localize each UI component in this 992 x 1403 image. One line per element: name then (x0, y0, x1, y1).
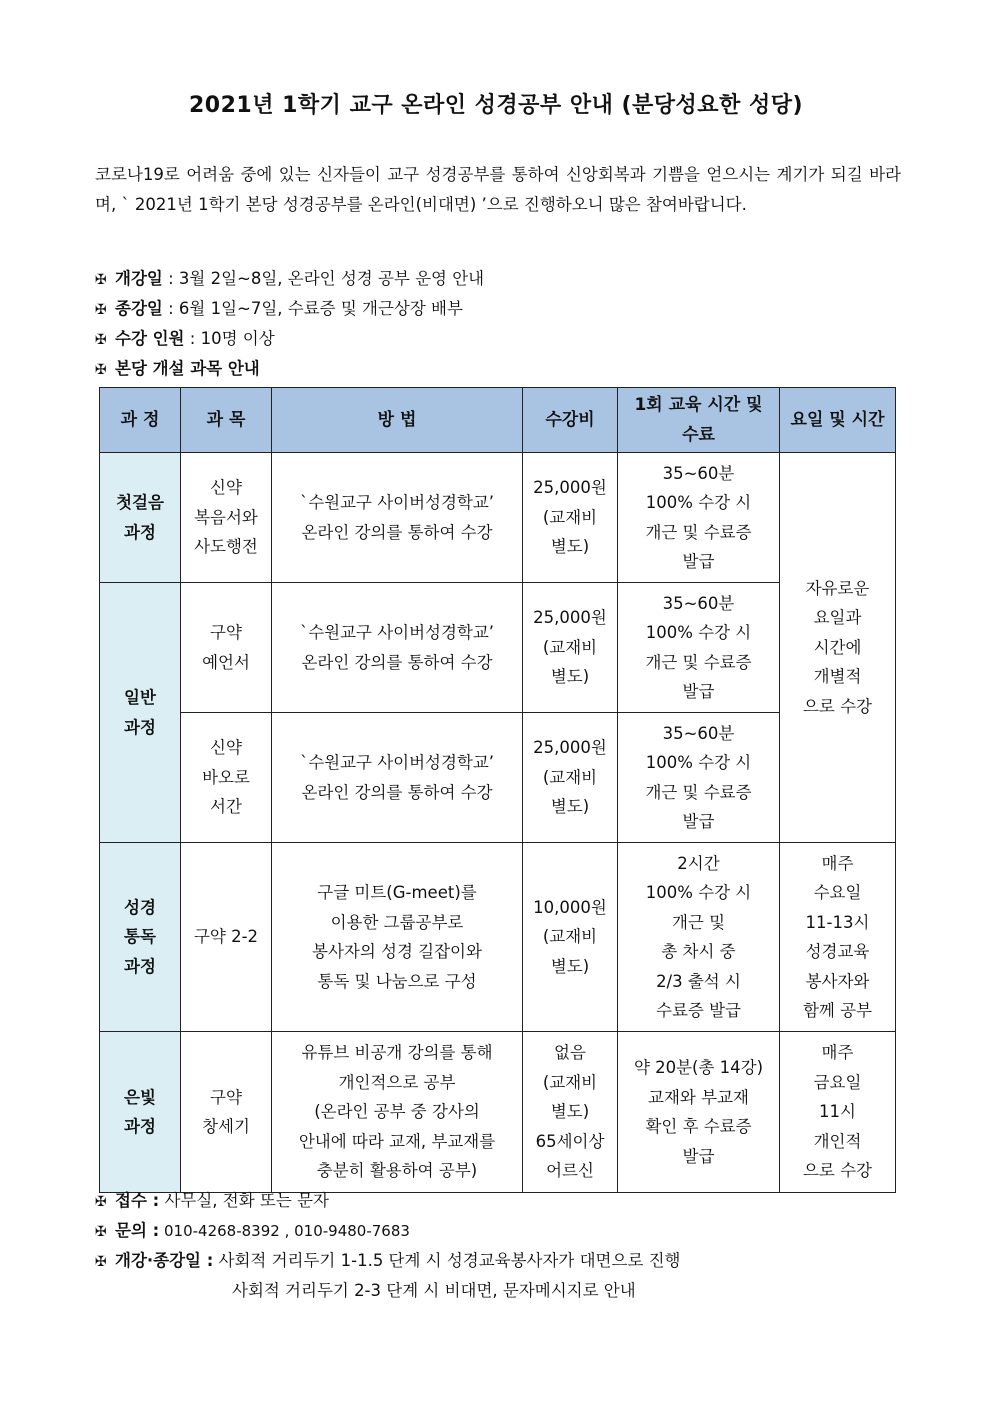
time-cell (618, 843, 780, 1032)
cell-line: 매주 (821, 853, 854, 873)
header-subject: 과 목 (181, 388, 272, 453)
cell-line: 별도) (550, 797, 590, 817)
cell-line: 구글 미트(G-meet)를 (317, 883, 477, 902)
cell-line: 개근 및 수료증 (645, 522, 752, 542)
cell-line: 2/3 출석 시 (656, 971, 741, 991)
cell-line: 봉사자와 (805, 971, 870, 991)
cell-line: 자유로운 (805, 578, 870, 598)
cell-line: 발급 (682, 1146, 715, 1166)
method-cell (272, 453, 523, 583)
cell-line: 창세기 (202, 1117, 250, 1136)
header-course: 과 정 (100, 388, 181, 453)
cell-line: 35~60분 (662, 593, 735, 613)
info-list (95, 264, 901, 384)
cell-line: (교재비 (542, 507, 598, 527)
cell-line: 과정 (124, 522, 156, 542)
cell-line: 온라인 강의를 통하여 수강 (301, 782, 493, 802)
cell-line: 개별적 (813, 667, 862, 687)
cross-bullet-icon: ✠ (95, 302, 107, 318)
footer-label: 접수 : (115, 1191, 160, 1210)
header-schedule: 요일 및 시간 (780, 388, 896, 453)
footer-label: 개강·종강일 : (115, 1251, 214, 1270)
cell-line: 35~60분 (662, 463, 735, 483)
cell-line: 약 20분(총 14강) (633, 1058, 764, 1077)
cell-line: 매주 (821, 1043, 854, 1063)
cross-bullet-icon: ✠ (95, 1254, 107, 1270)
header-time: 1회 교육 시간 및 수료 (618, 388, 780, 453)
cell-line: 안내에 따라 교재, 부교재를 (298, 1131, 496, 1151)
cell-line: `수원교구 사이버성경학교’ (299, 753, 495, 772)
cell-line: 구약 2-2 (193, 927, 259, 947)
cell-line: 통독 및 나눔으로 구성 (317, 971, 477, 991)
cell-line: 온라인 강의를 통하여 수강 (301, 652, 493, 672)
subject-cell (181, 1032, 272, 1193)
cell-line: 성경 (124, 897, 156, 917)
footer-reception (95, 1186, 901, 1216)
cell-line: 이용한 그룹공부로 (330, 912, 464, 932)
cell-line: 별도) (550, 1102, 590, 1122)
info-text: 3월 2일~8일, 온라인 성경 공부 운영 안내 (178, 269, 485, 288)
cell-line: 개근 및 (671, 912, 726, 932)
footer-inquiry (95, 1216, 901, 1246)
cell-line: 개인적 (813, 1131, 862, 1151)
cell-line: 예언서 (202, 652, 250, 672)
cross-bullet-icon: ✠ (95, 272, 107, 288)
cell-line: 11-13시 (805, 912, 870, 932)
table-row (100, 1032, 896, 1193)
method-cell (272, 843, 523, 1032)
table-header-row (100, 388, 896, 453)
cell-line: 총 차시 중 (661, 942, 736, 961)
cell-line: 바오로 (202, 767, 250, 787)
cell-line: 으로 수강 (802, 1161, 872, 1181)
footer-text: 사무실, 전화 또는 문자 (159, 1191, 329, 1210)
cell-line: 은빛 (124, 1087, 156, 1107)
cell-line: 35~60분 (662, 723, 735, 743)
footer-info (95, 1186, 901, 1306)
footer-text: 사회적 거리두기 1-1.5 단계 시 성경교육봉사자가 대면으로 진행 (213, 1251, 681, 1270)
fee-cell (523, 453, 618, 583)
cell-line: 구약 (210, 1087, 242, 1107)
cell-line: 발급 (682, 682, 715, 701)
cell-line: 100% 수강 시 (645, 493, 752, 512)
cell-line: 온라인 강의를 통하여 수강 (301, 522, 493, 542)
method-cell (272, 713, 523, 843)
course-cell (100, 583, 181, 843)
cross-bullet-icon: ✠ (95, 332, 107, 348)
cell-line: 65세이상 (535, 1131, 605, 1151)
cell-line: (교재비 (542, 1072, 598, 1092)
info-sep: : (184, 329, 201, 348)
info-label: 개강일 (115, 269, 163, 288)
schedule-cell (780, 1032, 896, 1193)
cell-line: 확인 후 수료증 (645, 1117, 752, 1136)
cell-line: (교재비 (542, 767, 598, 787)
schedule-cell (780, 453, 896, 843)
header-method: 방 법 (272, 388, 523, 453)
fee-cell (523, 713, 618, 843)
cell-line: 발급 (682, 812, 715, 831)
method-cell (272, 583, 523, 713)
subject-cell (181, 583, 272, 713)
table-row (100, 713, 896, 843)
info-text: 10명 이상 (200, 329, 275, 348)
fee-cell (523, 843, 618, 1032)
cell-line: 사도행전 (194, 537, 258, 557)
cell-line: 신약 (210, 738, 242, 758)
cell-line: 100% 수강 시 (645, 623, 752, 642)
fee-cell (523, 1032, 618, 1193)
info-label: 수강 인원 (115, 329, 185, 348)
course-cell (100, 1032, 181, 1193)
schedule-cell (780, 843, 896, 1032)
info-text: 6월 1일~7일, 수료증 및 개근상장 배부 (178, 299, 463, 318)
course-table (99, 387, 896, 1193)
info-item-start-date (95, 264, 901, 294)
subject-cell (181, 843, 272, 1032)
cell-line: 시간에 (813, 637, 862, 657)
table-row (100, 453, 896, 583)
fee-cell (523, 583, 618, 713)
cell-line: 일반 (124, 688, 156, 707)
course-cell (100, 843, 181, 1032)
time-cell (618, 453, 780, 583)
cell-line: 2시간 (677, 853, 720, 873)
cross-bullet-icon: ✠ (95, 1194, 107, 1210)
cell-line: 개근 및 수료증 (645, 652, 752, 672)
cell-line: 구약 (210, 623, 242, 642)
info-sep: : (162, 269, 179, 288)
cell-line: 과정 (124, 956, 156, 976)
cell-line: 발급 (682, 552, 715, 571)
cell-line: 어르신 (546, 1161, 594, 1181)
cell-line: 서간 (210, 797, 242, 817)
cross-bullet-icon: ✠ (95, 1224, 107, 1240)
cell-line: 복음서와 (194, 507, 258, 527)
cross-bullet-icon: ✠ (95, 362, 107, 378)
method-cell (272, 1032, 523, 1193)
cell-line: (교재비 (542, 927, 598, 947)
cell-line: `수원교구 사이버성경학교’ (299, 623, 495, 642)
info-item-end-date (95, 294, 901, 324)
cell-line: 과정 (124, 1117, 156, 1136)
footer-session (95, 1246, 901, 1276)
subject-cell (181, 713, 272, 843)
cell-line: 별도) (550, 537, 590, 557)
page-title: 2021년 1학기 교구 온라인 성경공부 안내 (분당성요한 성당) (188, 93, 804, 118)
cell-line: 신약 (210, 478, 242, 498)
time-cell (618, 713, 780, 843)
cell-line: 25,000원 (533, 738, 607, 758)
footer-label: 문의 : (115, 1221, 160, 1240)
table-row (100, 583, 896, 713)
cell-line: 통독 (124, 927, 156, 947)
cell-line: 으로 수강 (802, 696, 872, 716)
info-label: 종강일 (115, 299, 163, 318)
footer-session-line2: 사회적 거리두기 2-3 단계 시 비대면, 문자메시지로 안내 (232, 1281, 636, 1300)
info-item-courses-heading (95, 354, 901, 384)
cell-line: 별도) (550, 667, 590, 687)
time-cell (618, 1032, 780, 1193)
cell-line: (온라인 공부 중 강사의 (314, 1102, 480, 1122)
cell-line: 없음 (554, 1043, 586, 1063)
cell-line: 성경교육 (805, 942, 870, 961)
cell-line: 25,000원 (533, 478, 607, 498)
cell-line: 개근 및 수료증 (645, 782, 752, 802)
cell-line: 별도) (550, 956, 590, 976)
time-cell (618, 583, 780, 713)
cell-line: 수요일 (813, 883, 862, 902)
table-row (100, 843, 896, 1032)
cell-line: 수료증 발급 (656, 1001, 741, 1020)
cell-line: 과정 (124, 717, 156, 737)
cell-line: 유튜브 비공개 강의를 통해 (301, 1043, 493, 1063)
cell-line: `수원교구 사이버성경학교’ (299, 493, 495, 512)
cell-line: 10,000원 (533, 897, 607, 917)
cell-line: 교재와 부교재 (648, 1087, 749, 1107)
phone-numbers: 010-4268-8392 , 010-9480-7683 (159, 1222, 410, 1240)
cell-line: 100% 수강 시 (645, 753, 752, 772)
course-cell (100, 453, 181, 583)
cell-line: 11시 (819, 1102, 856, 1122)
cell-line: 개인적으로 공부 (338, 1072, 456, 1092)
cell-line: 함께 공부 (802, 1001, 872, 1020)
subject-cell (181, 453, 272, 583)
info-sep: : (162, 299, 179, 318)
cell-line: (교재비 (542, 637, 598, 657)
cell-line: 첫걸음 (116, 493, 164, 512)
cell-line: 금요일 (813, 1072, 862, 1092)
cell-line: 봉사자의 성경 길잡이와 (312, 942, 482, 961)
cell-line: 충분히 활용하여 공부) (316, 1161, 478, 1181)
intro-paragraph: 코로나19로 어려움 중에 있는 신자들이 교구 성경공부를 통하여 신앙회복과 기쁨을 얻으시는 계기가 되길 바라며, ` 2021년 1학기 본당 성경공부를 온라인(비대면) ’으로 진행하오니 많은 참여바랍니다. (95, 165, 901, 214)
cell-line: 요일과 (813, 608, 862, 628)
info-item-capacity (95, 324, 901, 354)
cell-line: 100% 수강 시 (645, 883, 752, 902)
cell-line: 25,000원 (533, 608, 607, 628)
header-fee: 수강비 (523, 388, 618, 453)
info-label: 본당 개설 과목 안내 (115, 359, 260, 378)
